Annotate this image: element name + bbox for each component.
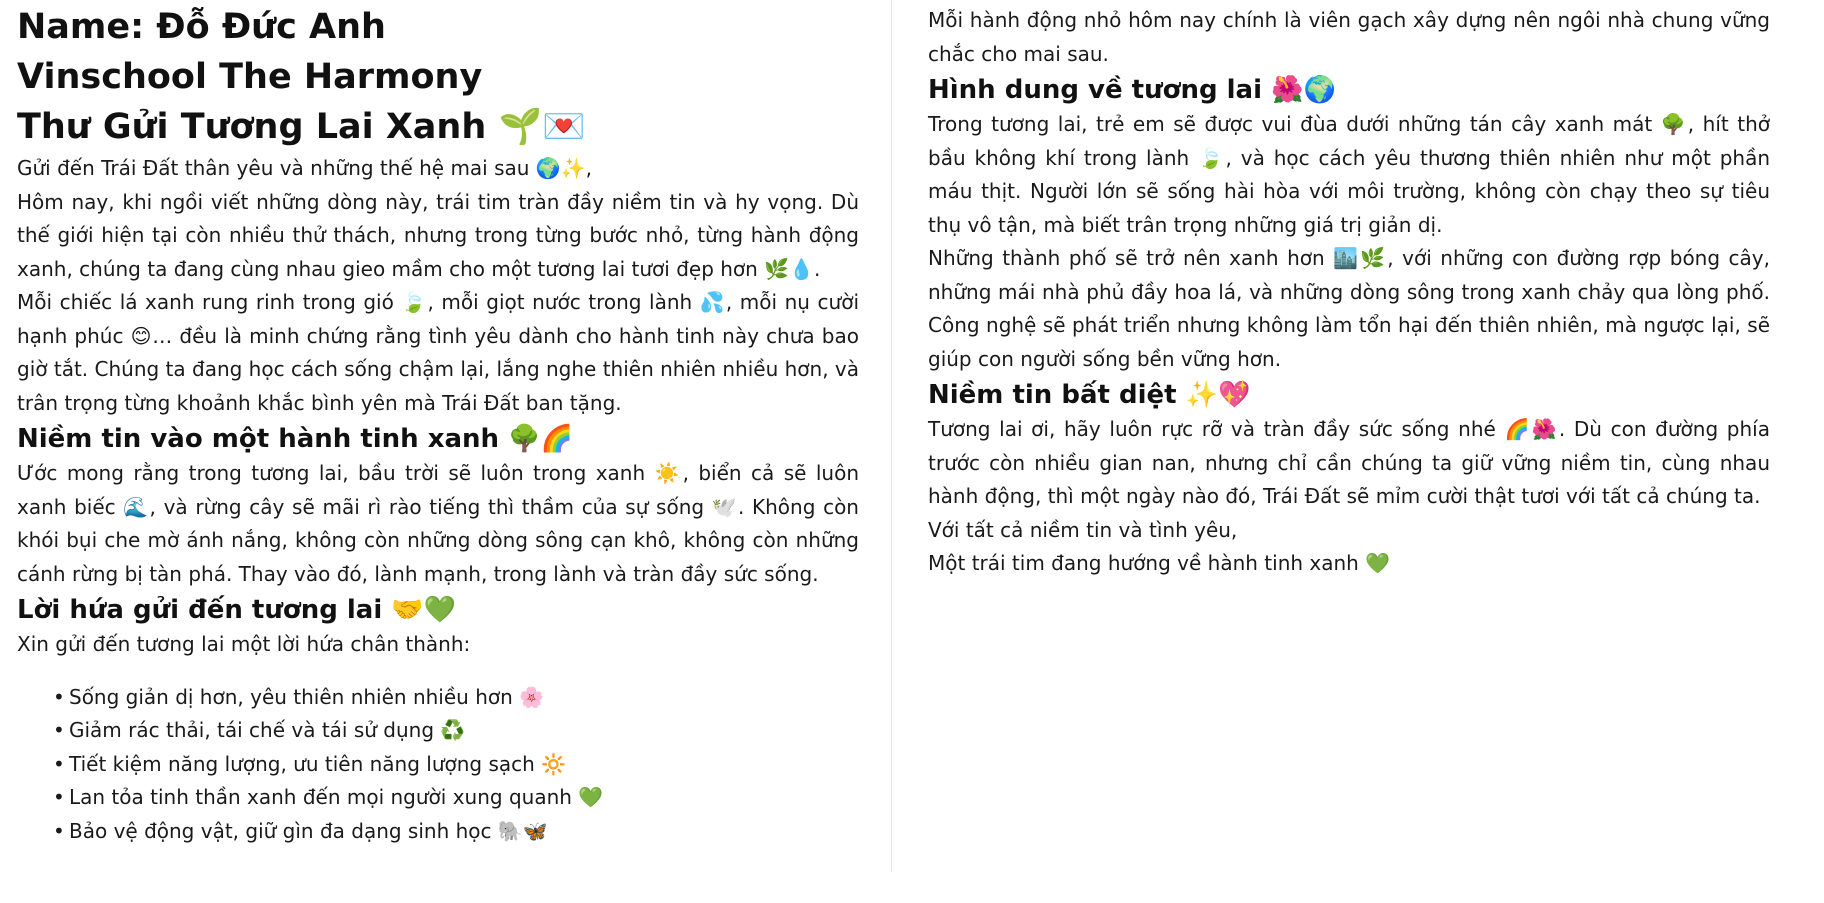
heading-imagine-future: Hình dung về tương lai 🌺🌍	[928, 75, 1336, 105]
promise-text: Bảo vệ động vật, giữ gìn đa dạng sinh học 🐘🦋	[69, 818, 548, 843]
school-name: Vinschool The Harmony	[17, 57, 483, 97]
closing-line: Với tất cả niềm tin và tình yêu,	[928, 517, 1238, 542]
heading-eternal-faith: Niềm tin bất diệt ✨💖	[928, 380, 1251, 410]
bullet-marker: •	[53, 785, 65, 809]
letter-title: Thư Gửi Tương Lai Xanh 🌱💌	[17, 107, 586, 147]
bullet-marker: •	[53, 718, 65, 742]
bullet-marker: •	[53, 818, 65, 843]
paragraph-green-cities: Những thành phố sẽ trở nên xanh hơn 🏙️🌿, với những con đường rợp bóng cây, những mái nhà phủ đầy hoa lá, và những dòng sông trong xanh chảy qua lòng phố. Công nghệ sẽ phát triển nhưng không làm tổn hại đến thiên nhiên, mà ngược lại, sẽ giúp con người sống bền vững hơn.	[928, 246, 1770, 371]
left-column	[17, 0, 859, 848]
paragraph-nature-love: Mỗi chiếc lá xanh rung rinh trong gió 🍃, mỗi giọt nước trong lành 💦, mỗi nụ cười hạnh phúc 😊… đều là minh chứng rằng tình yêu dành cho hành tinh này chưa bao giờ tắt. Chúng ta đang học cách sống chậm lại, lắng nghe thiên nhiên nhiều hơn, và trân trọng từng khoảnh khắc bình yên mà Trái Đất ban tặng.	[17, 290, 860, 415]
list-item	[53, 748, 859, 782]
paragraph-bright-future: Tương lai ơi, hãy luôn rực rỡ và tràn đầy sức sống nhé 🌈🌺. Dù con đường phía trước còn nhiều gian nan, nhưng chỉ cần chúng ta giữ vững niềm tin, cùng nhau hành động, thì một ngày nào đó, Trái Đất sẽ mỉm cười thật tươi với tất cả chúng ta.	[928, 417, 1770, 508]
promise-intro: Xin gửi đến tương lai một lời hứa chân thành:	[17, 632, 471, 656]
promise-list	[17, 681, 859, 849]
signature-line: Một trái tim đang hướng về hành tinh xanh 💚	[928, 551, 1391, 575]
list-item	[53, 781, 859, 815]
promise-text: Tiết kiệm năng lượng, ưu tiên năng lượng sạch 🔆	[69, 751, 567, 776]
list-item	[53, 714, 859, 748]
right-column	[928, 0, 1770, 581]
promise-text: Giảm rác thải, tái chế và tái sử dụng ♻️	[69, 718, 466, 742]
paragraph-hope: Hôm nay, khi ngồi viết những dòng này, trái tim tràn đầy niềm tin và hy vọng. Dù thế giới hiện tại còn nhiều thử thách, nhưng trong từng bước nhỏ, từng hành động xanh, chúng ta đang cùng nhau gieo mầm cho một tương lai tươi đẹp hơn 🌿💧.	[17, 189, 859, 281]
bullet-marker: •	[53, 684, 65, 709]
author-name: Name: Đỗ Đức Anh	[17, 7, 386, 47]
paragraph-children-future: Trong tương lai, trẻ em sẽ được vui đùa dưới những tán cây xanh mát 🌳, hít thở bầu không khí trong lành 🍃, và học cách yêu thương thiên nhiên như một phần máu thịt. Người lớn sẽ sống hài hòa với môi trường, không còn chạy theo sự tiêu thụ vô tận, mà biết trân trọng những giá trị giản dị.	[928, 112, 1770, 237]
greeting: Gửi đến Trái Đất thân yêu và những thế hệ mai sau 🌍✨,	[17, 156, 592, 180]
bullet-marker: •	[53, 751, 65, 776]
column-divider	[891, 0, 892, 872]
promise-text: Sống giản dị hơn, yêu thiên nhiên nhiều hơn 🌸	[69, 684, 545, 709]
list-item	[53, 681, 859, 715]
promise-text: Lan tỏa tinh thần xanh đến mọi người xung quanh 💚	[69, 785, 604, 809]
heading-green-planet: Niềm tin vào một hành tinh xanh 🌳🌈	[17, 424, 573, 454]
paragraph-small-actions: Mỗi hành động nhỏ hôm nay chính là viên gạch xây dựng nên ngôi nhà chung vững chắc cho mai sau.	[928, 8, 1770, 66]
heading-promise: Lời hứa gửi đến tương lai 🤝💚	[17, 595, 457, 625]
paragraph-wishes: Ước mong rằng trong tương lai, bầu trời sẽ luôn trong xanh ☀️, biển cả sẽ luôn xanh biếc 🌊, và rừng cây sẽ mãi rì rào tiếng thì thầm của sự sống 🕊️. Không còn khói bụi che mờ ánh nắng, không còn những dòng sông cạn khô, không còn những cánh rừng bị tàn phá. Thay vào đó, lành mạnh, trong lành và tràn đầy sức sống.	[17, 461, 859, 586]
list-item	[53, 815, 859, 849]
